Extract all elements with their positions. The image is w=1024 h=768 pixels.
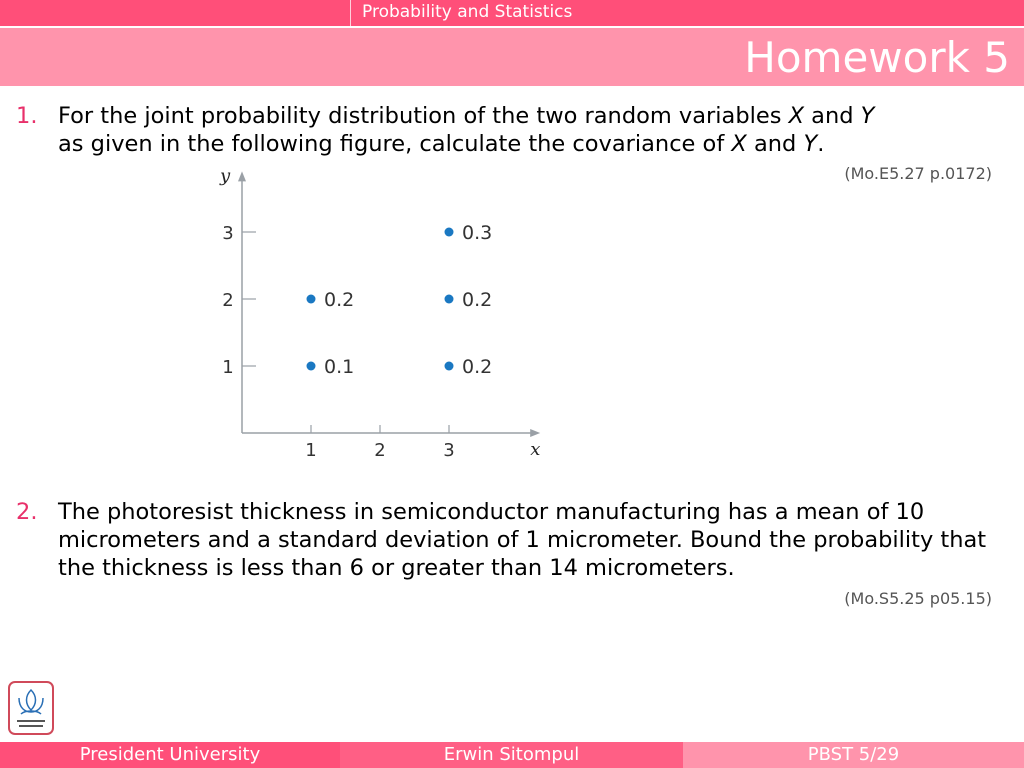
- data-point-label: 0.1: [324, 356, 355, 378]
- footer-university: President University: [0, 742, 340, 768]
- x-tick-label: 2: [374, 440, 386, 461]
- problem-text: The photoresist thickness in semiconductor manufacturing has a mean of 10 micrometers and a standard deviation of 1 micrometer. Bound the probability that the thickness is less than 6 or greater than 14 micrometers.: [58, 499, 987, 581]
- problem-number: 1.: [16, 103, 38, 129]
- problem-2-reference: (Mo.S5.25 p05.15): [844, 589, 992, 608]
- university-logo: [7, 680, 55, 736]
- problem-text-part: as given in the following figure, calculate the covariance of: [58, 131, 732, 157]
- data-point-label: 0.2: [462, 289, 493, 311]
- footer: [0, 742, 1024, 768]
- problem-text-part: and: [746, 131, 804, 157]
- y-tick-label: 3: [222, 223, 234, 244]
- x-axis-label: x: [530, 439, 541, 460]
- problem-text-part: For the joint probability distribution of the two random variables: [58, 103, 789, 129]
- y-tick-label: 2: [222, 290, 234, 311]
- y-axis-arrow: [238, 171, 246, 181]
- x-axis-arrow: [530, 429, 540, 437]
- problem-number: 2.: [16, 499, 38, 525]
- data-point: [445, 295, 454, 304]
- variable-y: Y: [803, 131, 818, 157]
- problem-1-reference: (Mo.E5.27 p.0172): [844, 164, 992, 183]
- footer-author: Erwin Sitompul: [340, 742, 683, 768]
- x-tick-label: 3: [443, 440, 455, 461]
- data-point-label: 0.3: [462, 222, 493, 244]
- top-bar: [0, 0, 1024, 26]
- top-bar-left: [0, 0, 350, 26]
- data-point-label: 0.2: [324, 289, 355, 311]
- variable-y: Y: [860, 103, 875, 129]
- footer-page-number: PBST 5/29: [683, 742, 1024, 768]
- variable-x: X: [788, 103, 805, 129]
- problem-text: [58, 102, 1008, 158]
- course-name: Probability and Statistics: [350, 0, 1024, 26]
- x-tick-label: 1: [305, 440, 317, 461]
- y-axis-label: y: [220, 165, 231, 187]
- title-bar: [0, 28, 1024, 86]
- scatter-chart: [208, 165, 541, 468]
- data-point: [307, 362, 316, 371]
- y-tick-label: 1: [222, 357, 234, 378]
- problem-text-part: .: [817, 131, 825, 157]
- joint-distribution-figure: [208, 165, 541, 468]
- problem-text-part: and: [804, 103, 861, 129]
- data-point: [445, 228, 454, 237]
- slide-title: Homework 5: [744, 33, 1010, 82]
- data-point: [445, 362, 454, 371]
- variable-x: X: [731, 131, 747, 157]
- data-point: [307, 295, 316, 304]
- data-point-label: 0.2: [462, 356, 493, 378]
